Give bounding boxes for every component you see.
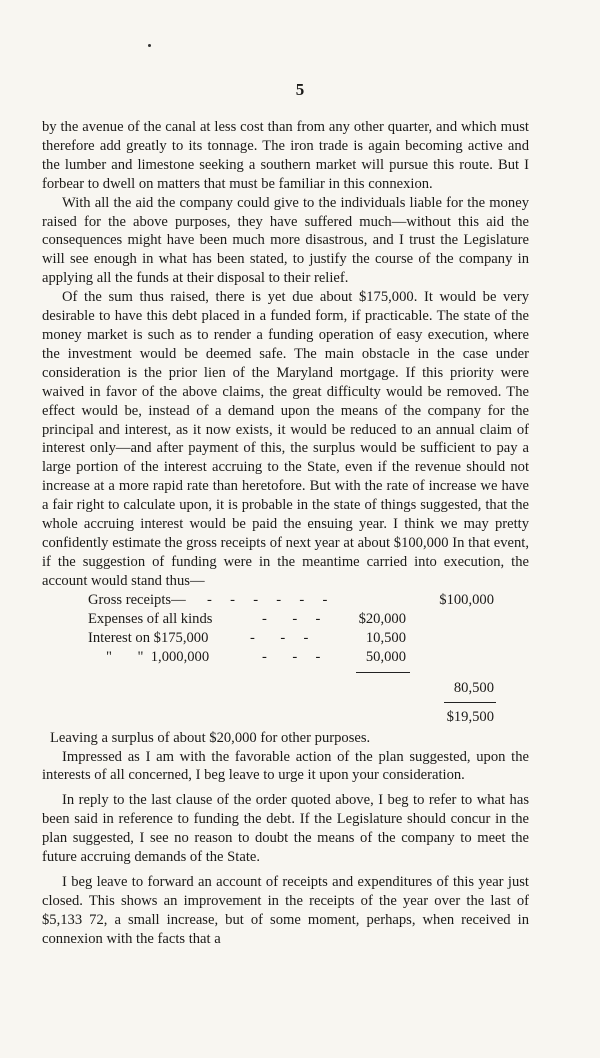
expenses-label: Expenses of all kinds: [88, 610, 213, 627]
subtotal-amount: 80,500: [453, 679, 494, 696]
body-text: [42, 118, 529, 949]
interest-2-leaders: - - -: [262, 648, 321, 665]
interest-1-amount: 10,500: [365, 629, 406, 646]
expenses-amount: $20,000: [358, 610, 406, 627]
interest-1-label: Interest on $175,000: [88, 629, 209, 646]
account-row-expenses: [42, 610, 529, 629]
account-row-surplus: [42, 708, 529, 727]
paragraph-3: Of the sum thus raised, there is yet due about $175,000. It would be very desirable to have this debt placed in a funded form, if practicable. The state of the money market is such as to render a funding operation of easy execution, where the investment would be deemed safe. The main obstacle in the case under consideration is the prior lien of the Maryland mortgage. If this priority were waived in favor of the above claims, the great difficulty would be removed. The effect would be, instead of a demand upon the means of the company for the principal and interest, as it now exists, it would be reduced to an annual claim of interest only—and after payment of this, the surplus would be sufficient to pay a large portion of the interest accruing to the State, even if the revenue should not increase at a more rapid rate than heretofore. But with the rate of increase we have a fair right to calculate upon, it is probable in the state of things suggested, that the whole accruing interest would be paid the ensuing year. I think we may pretty confidently estimate the gross receipts of next year at about $100,000 In that event, if the suggestion of funding were in the meantime carried into execution, the account would stand thus—: [42, 289, 529, 589]
surplus-amount: $19,500: [446, 708, 494, 725]
paragraph-2: With all the aid the company could give to the individuals liable for the money raised for the above purposes, they have suffered much—without this aid the consequences might have been much more disastrous, and I trust the Legislature will see enough in what has been stated, to justify the course of the company in applying all the funds at their disposal to their relief.: [42, 194, 529, 287]
paragraph-6: In reply to the last clause of the order quoted above, I beg to refer to what has been said in reference to funding the debt. If the Legislature should concur in the plan suggested, I see no reason to doubt the means of the company to meet the future accruing demands of the State.: [42, 792, 529, 866]
gross-receipts-amount: $100,000: [439, 591, 494, 608]
gross-receipts-label: Gross receipts—: [88, 591, 186, 608]
paragraph-1: by the avenue of the canal at less cost than from any other quarter, and which must therefore add greatly to its tonnage. The iron trade is again becoming active and the lumber and limestone seeking a southern market will pursue this route. But I forbear to dwell on matters that must be familiar in this connexion.: [42, 119, 529, 192]
total-rule: [444, 702, 496, 703]
print-speck: [148, 44, 151, 47]
gross-receipts-leaders: - - - - - -: [207, 591, 328, 608]
paragraph-5: Impressed as I am with the favorable action of the plan suggested, upon the interests of all concerned, I beg leave to urge it upon your consideration.: [42, 748, 529, 784]
account-row-interest-2: [42, 648, 529, 667]
page-number: 5: [295, 80, 305, 99]
account-row-subtotal: [42, 679, 529, 698]
paragraph-4: Leaving a surplus of about $20,000 for other purposes.: [50, 729, 371, 746]
column-rule: [356, 672, 410, 673]
interest-2-label: " " 1,000,000: [106, 648, 210, 665]
paragraph-7: I beg leave to forward an account of receipts and expenditures of this year just closed. This shows an improvement in the receipts of the year over the last of $5,133 72, a small increase, but of some moment, perhaps, when received in connexion with the facts that a: [42, 874, 529, 947]
interest-2-amount: 50,000: [365, 648, 406, 665]
account-table: [42, 591, 529, 729]
account-row-interest-1: [42, 629, 529, 648]
expenses-leaders: - - -: [262, 610, 321, 627]
interest-1-leaders: - - -: [250, 629, 309, 646]
account-row-gross: [42, 591, 529, 610]
